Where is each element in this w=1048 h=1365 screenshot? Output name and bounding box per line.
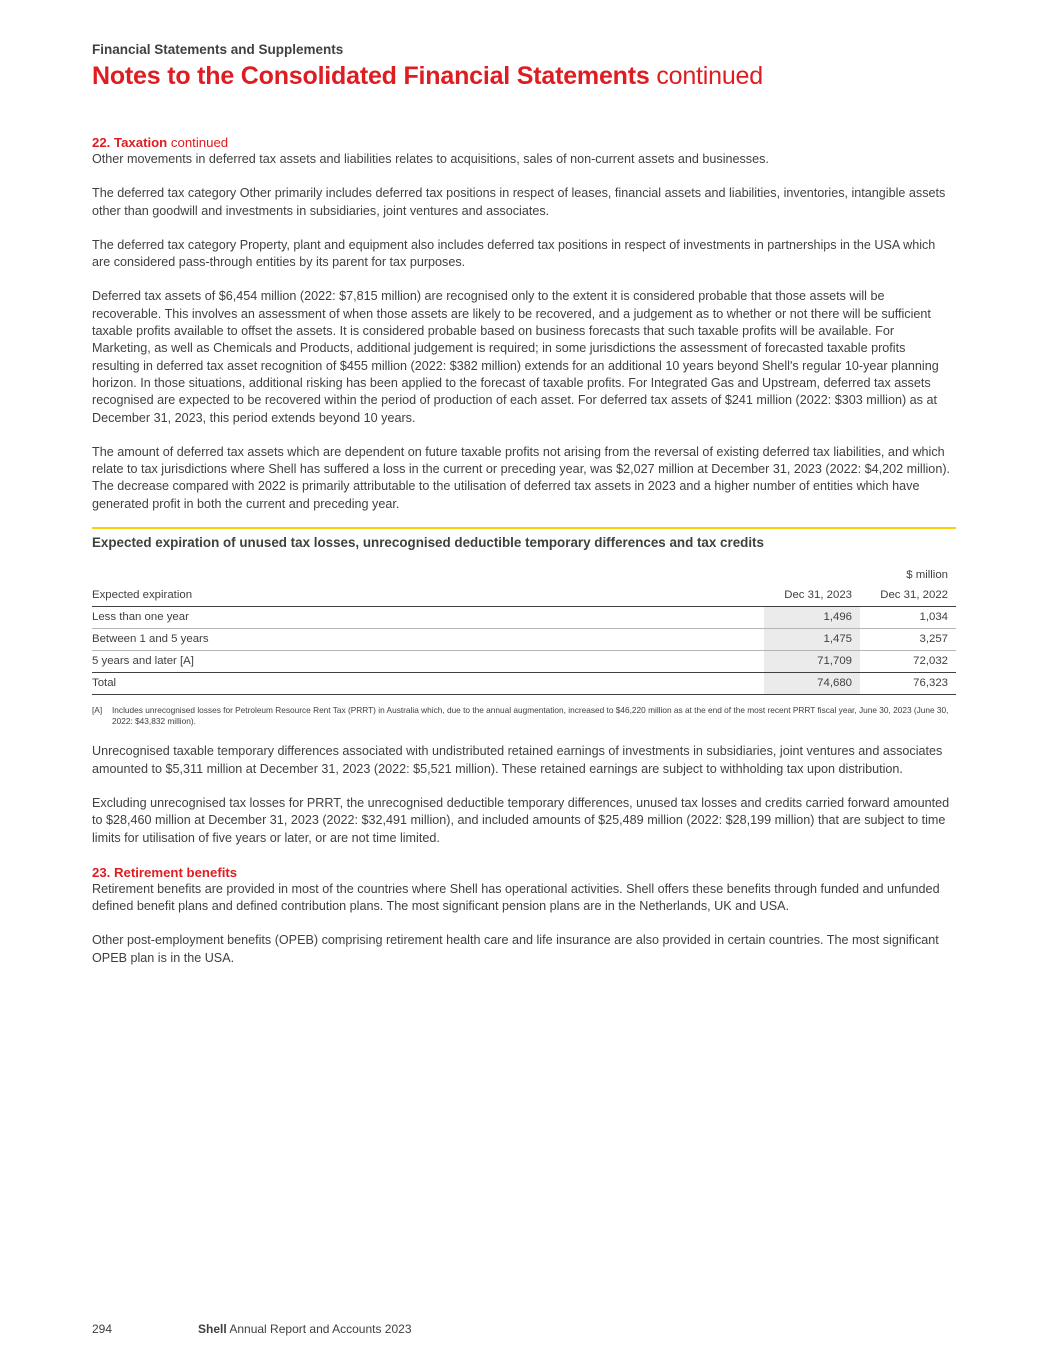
row-label: Less than one year	[92, 607, 764, 629]
cell-2022: 1,034	[860, 607, 956, 629]
paragraph: The deferred tax category Other primarily includes deferred tax positions in respect of leases, financial assets and liabilities, inventories, intangible assets other than goodwill and investments in subsidiaries, joint ventures and associates.	[92, 186, 946, 218]
expiration-table-block	[92, 527, 956, 727]
cell-2022: 3,257	[860, 629, 956, 651]
column-header-2022: Dec 31, 2022	[860, 585, 956, 607]
cell-2023: 74,680	[764, 673, 860, 695]
table-header-row	[92, 585, 956, 607]
footer-brand: Shell	[198, 1322, 227, 1336]
paragraph: Deferred tax assets of $6,454 million (2022: $7,815 million) are recognised only to the extent it is considered probable that those assets will be recoverable. This involves an assessment of when those assets are likely to be recovered, and a judgement as to whether or not there will be sufficient taxable profits available to offset the assets. It is considered probable based on business forecasts that such taxable profits will be available. For Marketing, as well as Chemicals and Products, additional judgement is required; in some jurisdictions the assessment of forecasted taxable profits resulting in deferred tax asset recognition of $455 million (2022: $382 million) extends for an additional 10 years beyond Shell's regular 10-year planning horizon. In those situations, additional risking has been applied to the forecast of taxable profits. For Integrated Gas and Upstream, deferred tax assets recognised are expected to be recovered within the period of production of each asset. For deferred tax assets of $241 million (2022: $303 million) as at December 31, 2023, this period extends beyond 10 years.	[92, 289, 939, 425]
paragraph: The amount of deferred tax assets which are dependent on future taxable profits not arising from the reversal of existing deferred tax liabilities, and which relate to tax jurisdictions where Shell has suffered a loss in the current or preceding year, was $2,027 million at December 31, 2023 (2022: $4,202 million). The decrease compared with 2022 is primarily attributable to the utilisation of deferred tax assets in 2023 and a higher number of entities which have generated profit in both the current and preceding year.	[92, 444, 951, 511]
column-header-label: Expected expiration	[92, 585, 764, 607]
table-row	[92, 629, 956, 651]
row-label: Between 1 and 5 years	[92, 629, 764, 651]
cell-2023: 1,475	[764, 629, 860, 651]
section-22-heading-text: 22. Taxation	[92, 135, 168, 150]
page-title-text: Notes to the Consolidated Financial Statements	[92, 62, 650, 90]
column-header-2023: Dec 31, 2023	[764, 585, 860, 607]
section-22-heading	[92, 134, 956, 151]
row-label: 5 years and later [A]	[92, 651, 764, 673]
row-label: Total	[92, 673, 764, 695]
table-unit: $ million	[906, 568, 948, 581]
expiration-table	[92, 565, 956, 695]
section-22-heading-suffix: continued	[170, 135, 229, 150]
paragraph: The deferred tax category Property, plant and equipment also includes deferred tax positions in respect of investments in partnerships in the USA which are considered pass-through entities by its parent for tax purposes.	[92, 237, 936, 270]
footnote-text: Includes unrecognised losses for Petroleum Resource Rent Tax (PRRT) in Australia which, due to the annual augmentation, increased to $46,220 million as at the end of the most recent PRRT fiscal year, June 30, 2023 (June 30, 2022: $43,832 million).	[112, 705, 949, 727]
table-unit-row	[92, 565, 956, 585]
page-title-suffix: continued	[656, 62, 763, 90]
table-row	[92, 651, 956, 673]
section-23-heading: 23. Retirement benefits	[92, 864, 238, 880]
paragraph: Unrecognised taxable temporary differences associated with undistributed retained earnings of investments in subsidiaries, joint ventures and associates amounted to $5,311 million at December 31, 2023 (2022: $5,521 million). These retained earnings are subject to withholding tax upon distribution.	[92, 744, 943, 776]
table-row	[92, 607, 956, 629]
footnote-tag: [A]	[92, 705, 103, 716]
cell-2022: 72,032	[860, 651, 956, 673]
table-title: Expected expiration of unused tax losses, unrecognised deductible temporary differences and tax credits	[92, 535, 764, 551]
paragraph: Other post-employment benefits (OPEB) comprising retirement health care and life insurance are also provided in certain countries. The most significant OPEB plan is in the USA.	[92, 933, 939, 965]
page-title	[92, 62, 763, 91]
cell-2023: 1,496	[764, 607, 860, 629]
page-number: 294	[92, 1322, 113, 1336]
cell-2022: 76,323	[860, 673, 956, 695]
table-total-row	[92, 673, 956, 695]
cell-2023: 71,709	[764, 651, 860, 673]
paragraph: Excluding unrecognised tax losses for PRRT, the unrecognised deductible temporary differences, unused tax losses and credits carried forward amounted to $28,460 million at December 31, 2023 (2022: $32,491 million), and included amounts of $25,489 million (2022: $28,199 million) that are subject to time limits for utilisation of five years or later, or are not time limited.	[92, 795, 950, 845]
footer-publication: Annual Report and Accounts 2023	[229, 1322, 412, 1336]
section-kicker: Financial Statements and Supplements	[92, 42, 344, 57]
paragraph: Other movements in deferred tax assets and liabilities relates to acquisitions, sales of non-current assets and businesses.	[92, 152, 769, 166]
content	[92, 134, 956, 984]
page-footer	[92, 1322, 412, 1336]
table-footnote	[92, 705, 956, 727]
paragraph: Retirement benefits are provided in most of the countries where Shell has operational activities. Shell offers these benefits through funded and unfunded defined benefit plans and defined contribution plans. The most significant pension plans are in the Netherlands, UK and USA.	[92, 881, 940, 914]
